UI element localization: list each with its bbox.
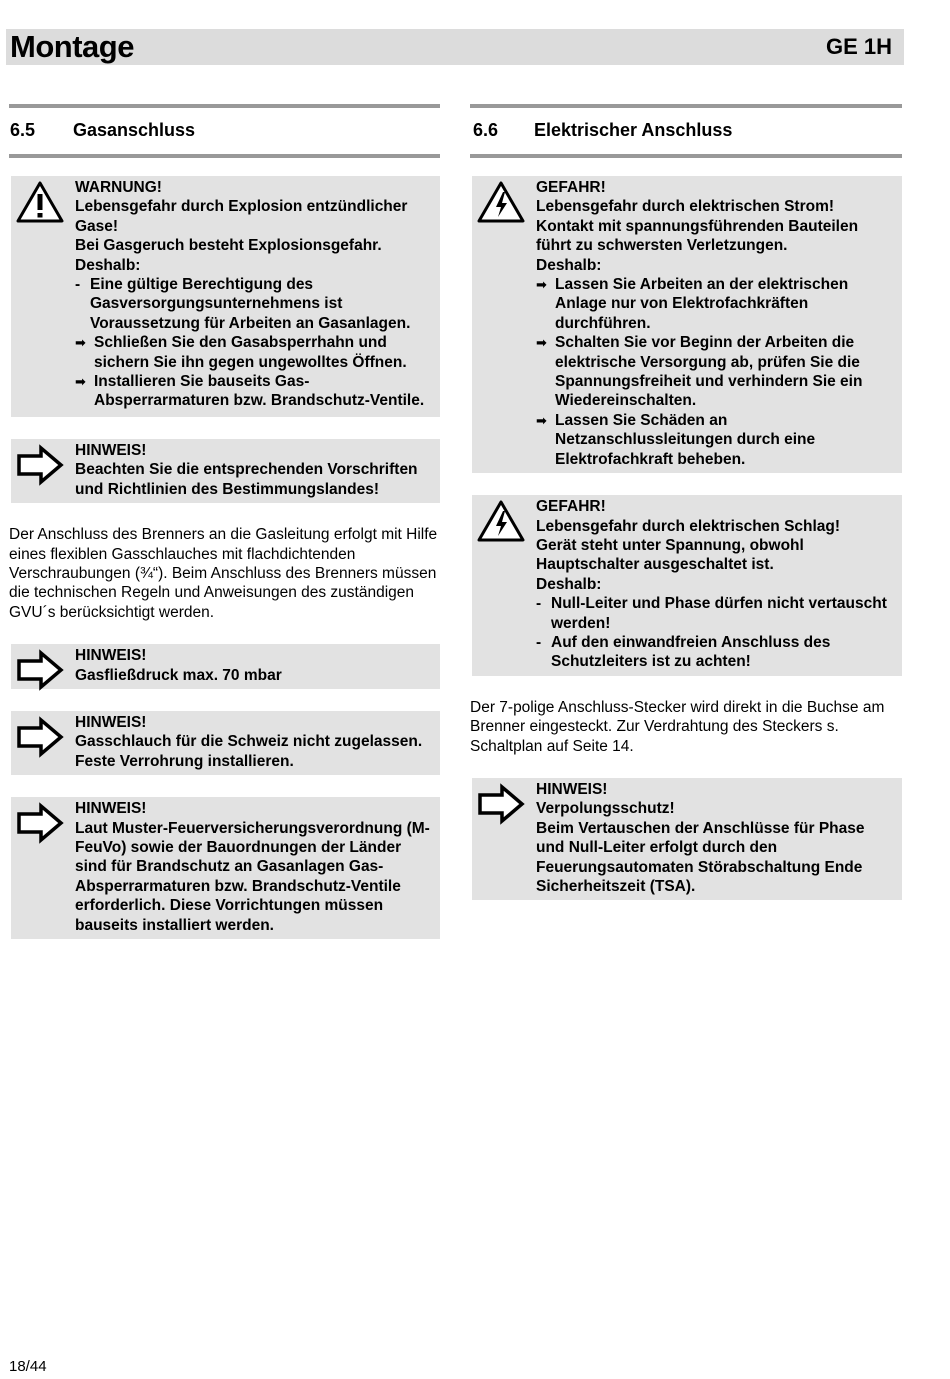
electric-hazard-icon	[476, 499, 526, 543]
note-arrow-icon	[476, 782, 526, 826]
note-box	[11, 711, 440, 775]
warning-text: Bei Gasgeruch besteht Explosionsgefahr.	[75, 237, 382, 255]
page-number: 18/44	[9, 1358, 47, 1375]
danger-headline: Lebensgefahr durch elektrischen Schlag!	[536, 517, 841, 535]
note-title: HINWEIS!	[75, 713, 147, 731]
note-arrow-icon	[15, 443, 65, 487]
section-number: 6.5	[10, 120, 36, 140]
danger-dash-item: - Null-Leiter und Phase dürfen nicht vertauscht werden!	[536, 595, 887, 632]
note-title: HINWEIS!	[75, 441, 147, 459]
danger-box	[472, 176, 902, 473]
gas-connection-paragraph: Der Anschluss des Brenners an die Gasleitung erfolgt mit Hilfe eines flexiblen Gasschlauches mit flachdichtenden Verschraubungen (¾“). Beim Anschluss des Brenners müssen die technischen Regeln und Anweisungen des zuständigen GVU´s berücksichtigt werden.	[9, 526, 438, 621]
arrow-right-icon: ➡	[536, 277, 547, 293]
danger-dash-item: - Auf den einwandfreien Anschluss des Schutzleiters ist zu achten!	[536, 633, 831, 671]
danger-therefore: Deshalb:	[536, 575, 602, 593]
section-number: 6.6	[473, 120, 499, 140]
warning-triangle-icon	[15, 180, 65, 224]
note-subtitle: Verpolungsschutz!	[536, 800, 675, 818]
section-title: Elektrischer Anschluss	[534, 120, 733, 140]
note-arrow-icon	[15, 715, 65, 759]
warning-title: WARNUNG!	[75, 179, 162, 196]
warning-action-item: ➡ Installieren Sie bauseits Gas-Absperrarmaturen bzw. Brandschutz-Ventile.	[75, 373, 425, 410]
note-box	[11, 439, 440, 503]
warning-therefore: Deshalb:	[75, 256, 141, 274]
warning-action-item: ➡ Schließen Sie den Gasabsperrhahn und sichern Sie ihn gegen ungewolltes Öffnen.	[75, 334, 407, 371]
danger-title: GEFAHR!	[536, 179, 606, 196]
arrow-right-icon: ➡	[75, 335, 86, 351]
warning-headline: Lebensgefahr durch Explosion entzündlicher Gase!	[75, 198, 408, 235]
note-box	[11, 644, 440, 689]
dash-marker: -	[536, 595, 542, 613]
arrow-right-icon: ➡	[75, 374, 86, 390]
note-arrow-icon	[15, 648, 65, 692]
note-arrow-icon	[15, 801, 65, 845]
note-text: Beachten Sie die entsprechenden Vorschriften und Richtlinien des Bestimmungslandes!	[75, 461, 418, 498]
danger-headline: Lebensgefahr durch elektrischen Strom!	[536, 198, 835, 216]
arrow-right-icon: ➡	[536, 335, 547, 351]
dash-marker: -	[75, 276, 81, 294]
electrical-connection-paragraph: Der 7-polige Anschluss-Stecker wird direkt in die Buchse am Brenner eingesteckt. Zur Verdrahtung des Steckers s. Schaltplan auf Seite 14.	[470, 698, 885, 755]
note-box	[472, 778, 902, 900]
arrow-right-icon: ➡	[536, 412, 547, 428]
dash-marker: -	[536, 633, 542, 651]
electric-hazard-icon	[476, 180, 526, 224]
section-heading	[470, 104, 902, 158]
danger-action-item: ➡ Lassen Sie Schäden an Netzanschlussleitungen durch eine Elektrofachkraft beheben.	[536, 411, 816, 468]
note-box	[11, 797, 440, 939]
danger-text: Kontakt mit spannungsführenden Bauteilen führt zu schwersten Verletzungen.	[536, 217, 859, 255]
note-title: HINWEIS!	[75, 800, 147, 818]
section-gas-connection	[9, 104, 440, 961]
model-name: GE 1H	[825, 34, 892, 59]
note-text: Gasschlauch für die Schweiz nicht zugelassen. Feste Verrohrung installieren.	[75, 733, 423, 770]
note-text: Gasfließdruck max. 70 mbar	[75, 666, 282, 684]
note-text: Beim Vertauschen der Anschlüsse für Phase und Null-Leiter erfolgt durch den Feuerungsautomaten Störabschaltung Ende Sicherheitszeit (TSA).	[536, 819, 865, 895]
page-header	[6, 29, 904, 65]
note-text: Laut Muster-Feuerversicherungsverordnung (M-FeuVo) sowie der Bauordnungen der Länder sind für Brandschutz an Gasanlagen Gas-Absperrarmaturen bzw. Brandschutz-Ventile erforderlich. Diese Vorrichtungen müssen bauseits installiert werden.	[75, 819, 430, 934]
warning-dash-item: - Eine gültige Berechtigung des Gasversorgungsunternehmens ist Voraussetzung für Arbeiten an Gasanlagen.	[75, 276, 411, 332]
section-title: Gasanschluss	[73, 120, 196, 140]
page-title: Montage	[10, 29, 134, 64]
danger-text: Gerät steht unter Spannung, obwohl Hauptschalter ausgeschaltet ist.	[536, 536, 804, 574]
note-title: HINWEIS!	[536, 780, 608, 798]
danger-action-item: ➡ Schalten Sie vor Beginn der Arbeiten die elektrische Versorgung ab, prüfen Sie die Spannungsfreiheit und verhindern Sie ein Wiedereinschalten.	[536, 334, 863, 410]
note-title: HINWEIS!	[75, 647, 147, 665]
section-electrical-connection	[470, 104, 902, 922]
danger-therefore: Deshalb:	[536, 256, 602, 274]
danger-box	[472, 495, 902, 676]
danger-title: GEFAHR!	[536, 498, 606, 516]
section-heading	[9, 104, 440, 158]
danger-action-item: ➡ Lassen Sie Arbeiten an der elektrischen Anlage nur von Elektrofachkräften durchführen.	[536, 276, 849, 332]
warning-box	[11, 176, 440, 417]
